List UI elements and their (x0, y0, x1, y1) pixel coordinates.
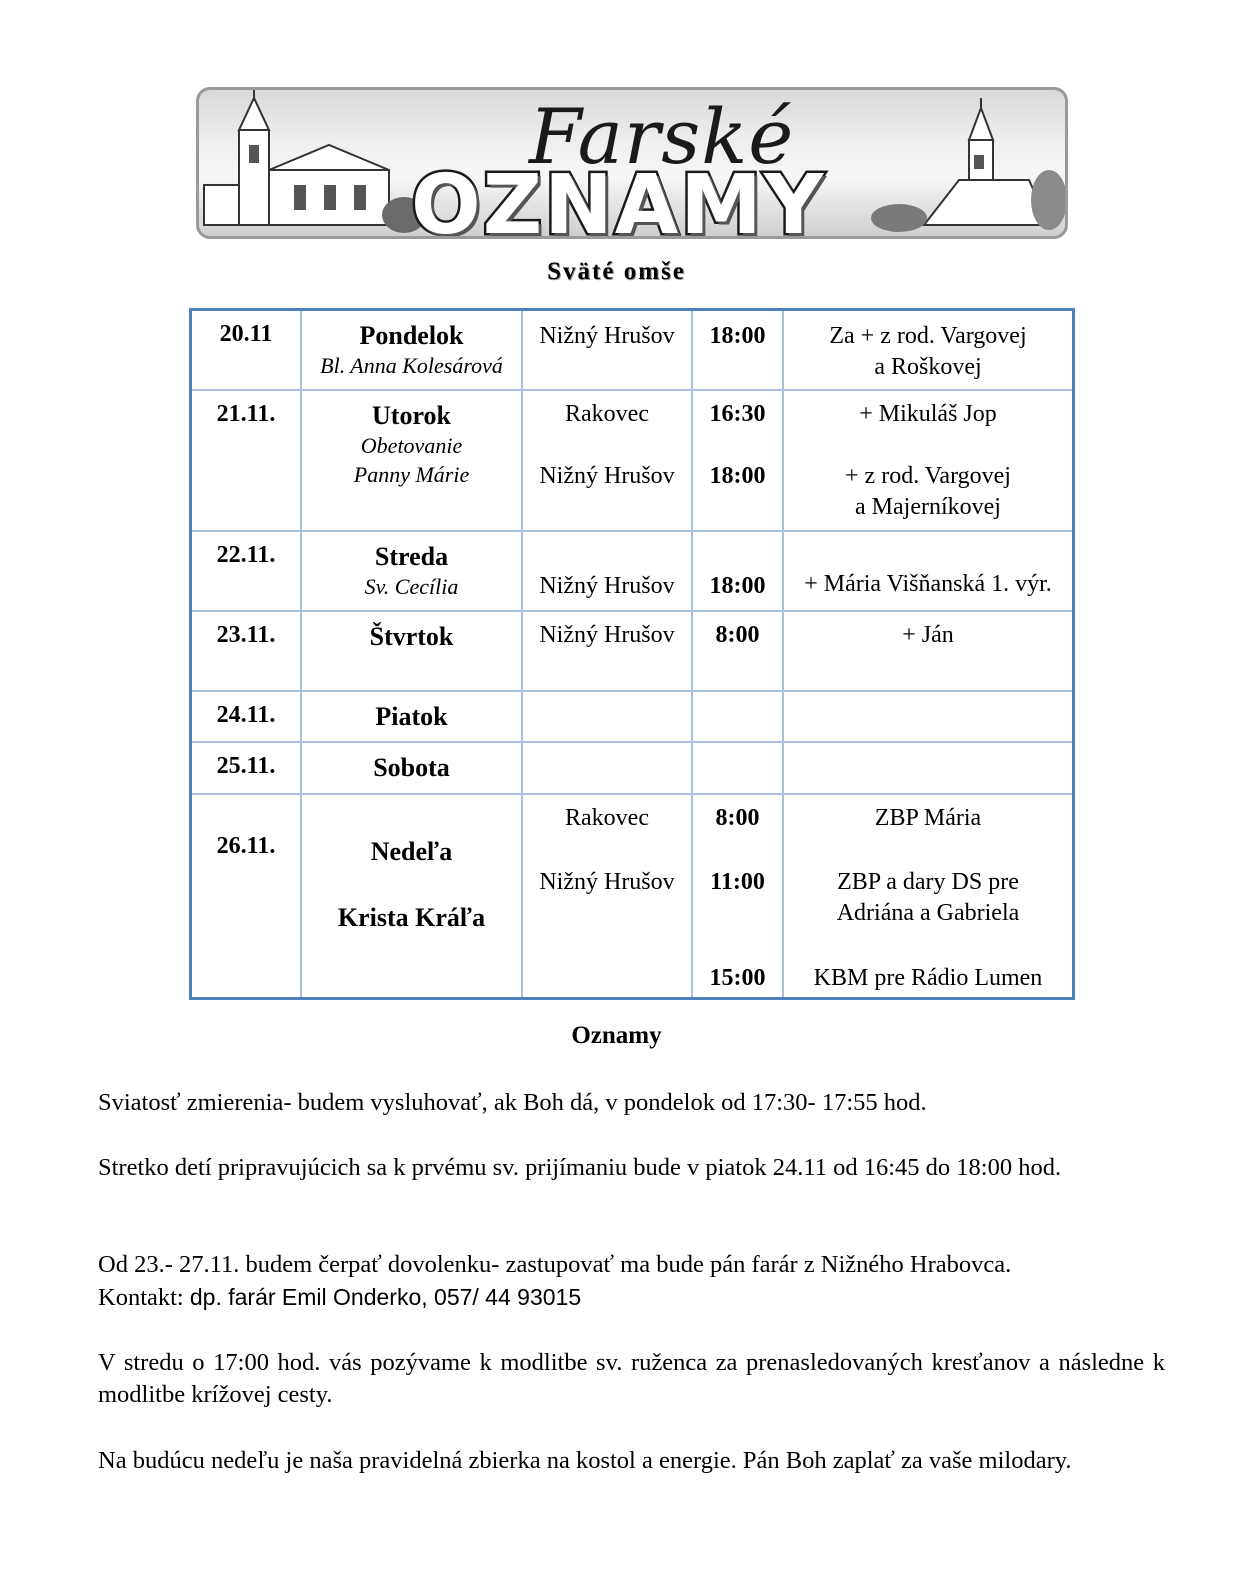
intention: KBM pre Rádio Lumen (813, 964, 1043, 991)
date-cell: 23.11. (191, 611, 302, 691)
intention: + Mikuláš Jop (859, 400, 997, 427)
banner-title-text: OZNAMY (411, 158, 826, 239)
intention: + Mária Višňanská 1. výr. (804, 570, 1052, 597)
notice-collection: Na budúcu nedeľu je naša pravidelná zbierka na kostol a energie. Pán Boh zaplať za vaše milodary. (98, 1447, 1072, 1474)
day-name: Sobota (373, 752, 450, 782)
contact-label: Kontakt: (98, 1284, 184, 1311)
place: Nižný Hrušov (539, 462, 675, 489)
notice-confession: Sviatosť zmierenia- budem vysluhovať, ak Boh dá, v pondelok od 17:30- 17:55 hod. (98, 1089, 927, 1116)
intention: Za + z rod. Vargovej (829, 323, 1027, 349)
table-row (191, 611, 1074, 691)
place: Nižný Hrušov (539, 621, 675, 648)
contact-value: dp. farár Emil Onderko, 057/ 44 93015 (189, 1284, 582, 1310)
table-row (191, 691, 1074, 742)
banner-script-text: Farské (529, 92, 795, 181)
notice-first-communion: Stretko detí pripravujúcich sa k prvému sv. prijímaniu bude v piatok 24.11 od 16:45 do 18:00 hod. (98, 1154, 1062, 1181)
day-name: Streda (374, 541, 449, 571)
time: 18:00 (709, 462, 766, 489)
place: Nižný Hrušov (539, 868, 675, 895)
date-cell: 24.11. (191, 691, 302, 742)
mass-schedule-table (189, 308, 1075, 1000)
place: Nižný Hrušov (539, 323, 675, 349)
masses-title: Sväté omše (547, 258, 686, 285)
table-row (191, 390, 1074, 531)
intention: + z rod. Vargovej (845, 462, 1011, 489)
day-name: Štvrtok (369, 621, 454, 651)
header-banner (196, 87, 1068, 239)
feast-name: Bl. Anna Kolesárová (320, 353, 503, 378)
intention: ZBP a dary DS pre (837, 868, 1019, 895)
intention: Adriána a Gabriela (836, 899, 1020, 926)
intention: a Majerníkovej (855, 493, 1001, 520)
time: 16:30 (709, 400, 766, 427)
table-row (191, 310, 1074, 390)
day-name: Pondelok (359, 321, 464, 350)
place: Rakovec (565, 804, 649, 831)
time: 15:00 (709, 964, 766, 991)
day-name: Piatok (375, 701, 448, 731)
day-name: Krista Kráľa (337, 902, 486, 932)
date-cell: 21.11. (191, 390, 302, 531)
notices-title: Oznamy (571, 1022, 662, 1049)
table-row (191, 742, 1074, 794)
time: 18:00 (709, 323, 766, 349)
table-row (191, 531, 1074, 611)
notice-vacation-text: Od 23.- 27.11. budem čerpať dovolenku- zastupovať ma bude pán farár z Nižného Hrabovca. (98, 1251, 1012, 1278)
place: Rakovec (565, 400, 649, 427)
date-cell: 25.11. (191, 742, 302, 794)
time: 8:00 (715, 621, 760, 648)
table-row (191, 794, 1074, 999)
day-name: Utorok (372, 400, 451, 430)
time: 8:00 (715, 804, 760, 831)
notice-rosary: V stredu o 17:00 hod. vás pozývame k modlitbe sv. ruženca za prenasledovaných kresťanov a následne k modlitbe krížovej cesty. (98, 1349, 1165, 1408)
day-name: Nedeľa (370, 836, 453, 866)
time: 11:00 (710, 868, 765, 895)
feast-name: Sv. Cecília (364, 573, 459, 599)
date-cell: 26.11. (191, 794, 302, 999)
time: 18:00 (709, 572, 766, 599)
intention: a Roškovej (874, 354, 982, 380)
date-cell: 20.11 (191, 310, 302, 390)
notice-vacation (98, 1249, 1165, 1314)
intention: ZBP Mária (874, 804, 982, 831)
intention: + Ján (902, 621, 954, 648)
feast-name: Obetovanie (360, 432, 463, 458)
date-cell: 22.11. (191, 531, 302, 611)
place: Nižný Hrušov (539, 572, 675, 599)
feast-name: Panny Márie (353, 461, 470, 487)
